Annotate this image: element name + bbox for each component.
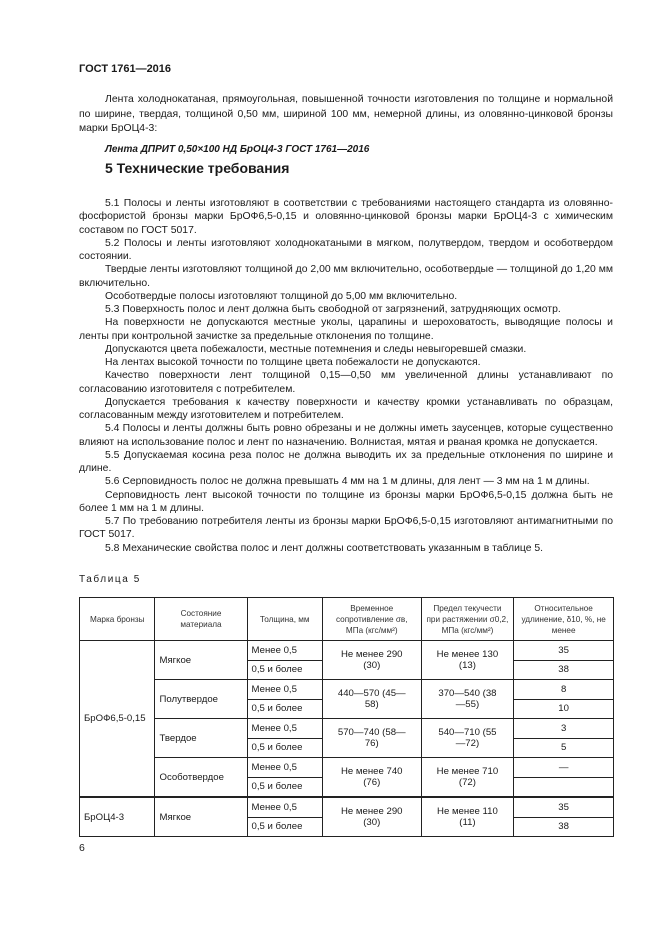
paragraph: 5.7 По требованию потребителя ленты из бронзы марки БрОФ6,5-0,15 изготовляют антимагнитными по ГОСТ 5017.: [79, 516, 613, 541]
tensile-cell: Не менее 290 (30): [322, 797, 421, 837]
table-row: [80, 641, 614, 661]
designation-example: Лента ДПРИТ 0,50×100 НД БрОЦ4-3 ГОСТ 1761—2016: [105, 143, 370, 155]
paragraph: На лентах высокой точности по толщине цвета побежалости не допускаются.: [105, 357, 481, 368]
paragraph: 5.5 Допускаемая косина реза полос не должна выводить их за предельные отклонения по ширине и длине.: [79, 449, 613, 474]
column-header: Относительное удлинение, δ10, %, не менее: [514, 598, 614, 641]
grade-cell: БрОЦ4-3: [80, 797, 155, 837]
paragraph: 5.8 Механические свойства полос и лент должны соответствовать указанным в таблице 5.: [105, 542, 544, 554]
thickness-cell: Менее 0,5: [247, 719, 322, 739]
intro-paragraph: Лента холоднокатаная, прямоугольная, повышенной точности изготовления по толщине и нормальной по ширине, твердая, толщиной 0,50 мм, шириной 100 мм, немерной длины, из оловянно-цинковой бронзы марки БрОЦ4-3:: [79, 94, 613, 135]
column-header: Предел текучести при растяжении σ0,2, МПа (кгс/мм²): [421, 598, 514, 641]
paragraph: 5.1 Полосы и ленты изготовляют в соответствии с требованиями настоящего стандарта из оловянно-фосфористой бронзы марки БрОФ6,5-0,15 и оловянно-цинковой бронзы марки БрОЦ4-3 с химическим составом по ГОСТ 5017.: [79, 198, 613, 236]
paragraph: Допускается требования к качеству поверхности и качеству кромки устанавливать по образцам, согласованным между изготовителем и потребителем.: [79, 396, 613, 421]
column-header: Состояние материала: [155, 598, 247, 641]
paragraph: Серповидность лент высокой точности по толщине из бронзы марки БрОФ6,5-0,15 должна быть не более 1 мм на 1 м длины.: [79, 489, 613, 514]
yield-cell: Не менее 130 (13): [421, 641, 514, 680]
table-row: [80, 719, 614, 739]
yield-cell: 540—710 (55—72): [421, 719, 514, 758]
elongation-cell: 8: [514, 680, 614, 700]
paragraph: 5.4 Полосы и ленты должны быть ровно обрезаны и не должны иметь заусенцев, которые существенно влияют на использование полос и лент по назначению. Волнистая, мятая и рваная кромка не допускается.: [79, 423, 613, 448]
thickness-cell: Менее 0,5: [247, 797, 322, 817]
thickness-cell: Менее 0,5: [247, 641, 322, 661]
tensile-cell: 440—570 (45—58): [322, 680, 421, 719]
column-header: Толщина, мм: [247, 598, 322, 641]
table-row: [80, 680, 614, 700]
yield-cell: Не менее 110 (11): [421, 797, 514, 837]
elongation-cell: [514, 777, 614, 797]
paragraph: Твердые ленты изготовляют толщиной до 2,00 мм включительно, особотвердые — толщиной до 1,20 мм включительно.: [79, 264, 613, 289]
elongation-cell: 35: [514, 641, 614, 661]
thickness-cell: 0,5 и более: [247, 660, 322, 680]
grade-cell: БрОФ6,5-0,15: [80, 641, 155, 798]
yield-cell: 370—540 (38—55): [421, 680, 514, 719]
paragraph: Качество поверхности лент толщиной 0,15—0,50 мм увеличенной длины устанавливают по согласованию изготовителя с потребителем.: [79, 370, 613, 395]
page-number: 6: [79, 842, 85, 854]
yield-cell: Не менее 710 (72): [421, 758, 514, 798]
thickness-cell: 0,5 и более: [247, 738, 322, 758]
elongation-cell: 3: [514, 719, 614, 739]
tensile-cell: Не менее 740 (76): [322, 758, 421, 798]
paragraph: 5.6 Серповидность полос не должна превышать 4 мм на 1 м длины, для лент — 3 мм на 1 м длины.: [105, 476, 590, 488]
state-cell: Твердое: [155, 719, 247, 758]
thickness-cell: 0,5 и более: [247, 699, 322, 719]
paragraph: На поверхности не допускаются местные уколы, царапины и шероховатость, выводящие полосы и ленты при контрольной зачистке за предельные отклонения по толщине.: [79, 317, 613, 342]
section-body: [79, 197, 613, 555]
paragraph: 5.3 Поверхность полос и лент должна быть свободной от загрязнений, затрудняющих осмотр.: [105, 304, 561, 315]
elongation-cell: 10: [514, 699, 614, 719]
table-caption: Таблица 5: [79, 574, 141, 585]
elongation-cell: 38: [514, 660, 614, 680]
elongation-cell: 5: [514, 738, 614, 758]
thickness-cell: 0,5 и более: [247, 817, 322, 837]
thickness-cell: Менее 0,5: [247, 680, 322, 700]
elongation-cell: —: [514, 758, 614, 778]
intro-block: [79, 93, 613, 157]
column-header: Временное сопротивление σв, МПа (кгс/мм²): [322, 598, 421, 641]
table-header-row: [80, 598, 614, 641]
thickness-cell: Менее 0,5: [247, 758, 322, 778]
state-cell: Особотвердое: [155, 758, 247, 798]
thickness-cell: 0,5 и более: [247, 777, 322, 797]
state-cell: Мягкое: [155, 797, 247, 837]
table-row: [80, 758, 614, 778]
table-row: [80, 797, 614, 817]
column-header: Марка бронзы: [80, 598, 155, 641]
mechanical-properties-table: [79, 597, 614, 837]
elongation-cell: 38: [514, 817, 614, 837]
section-title: 5 Технические требования: [105, 160, 290, 176]
document-header: ГОСТ 1761—2016: [79, 63, 172, 75]
state-cell: Полутвердое: [155, 680, 247, 719]
tensile-cell: Не менее 290 (30): [322, 641, 421, 680]
paragraph: Допускаются цвета побежалости, местные потемнения и следы невыгоревшей смазки.: [105, 343, 527, 355]
state-cell: Мягкое: [155, 641, 247, 680]
tensile-cell: 570—740 (58—76): [322, 719, 421, 758]
elongation-cell: 35: [514, 797, 614, 817]
paragraph: Особотвердые полосы изготовляют толщиной до 5,00 мм включительно.: [105, 290, 458, 302]
paragraph: 5.2 Полосы и ленты изготовляют холоднокатаными в мягком, полутвердом, твердом и особотвердом состоянии.: [79, 237, 613, 262]
